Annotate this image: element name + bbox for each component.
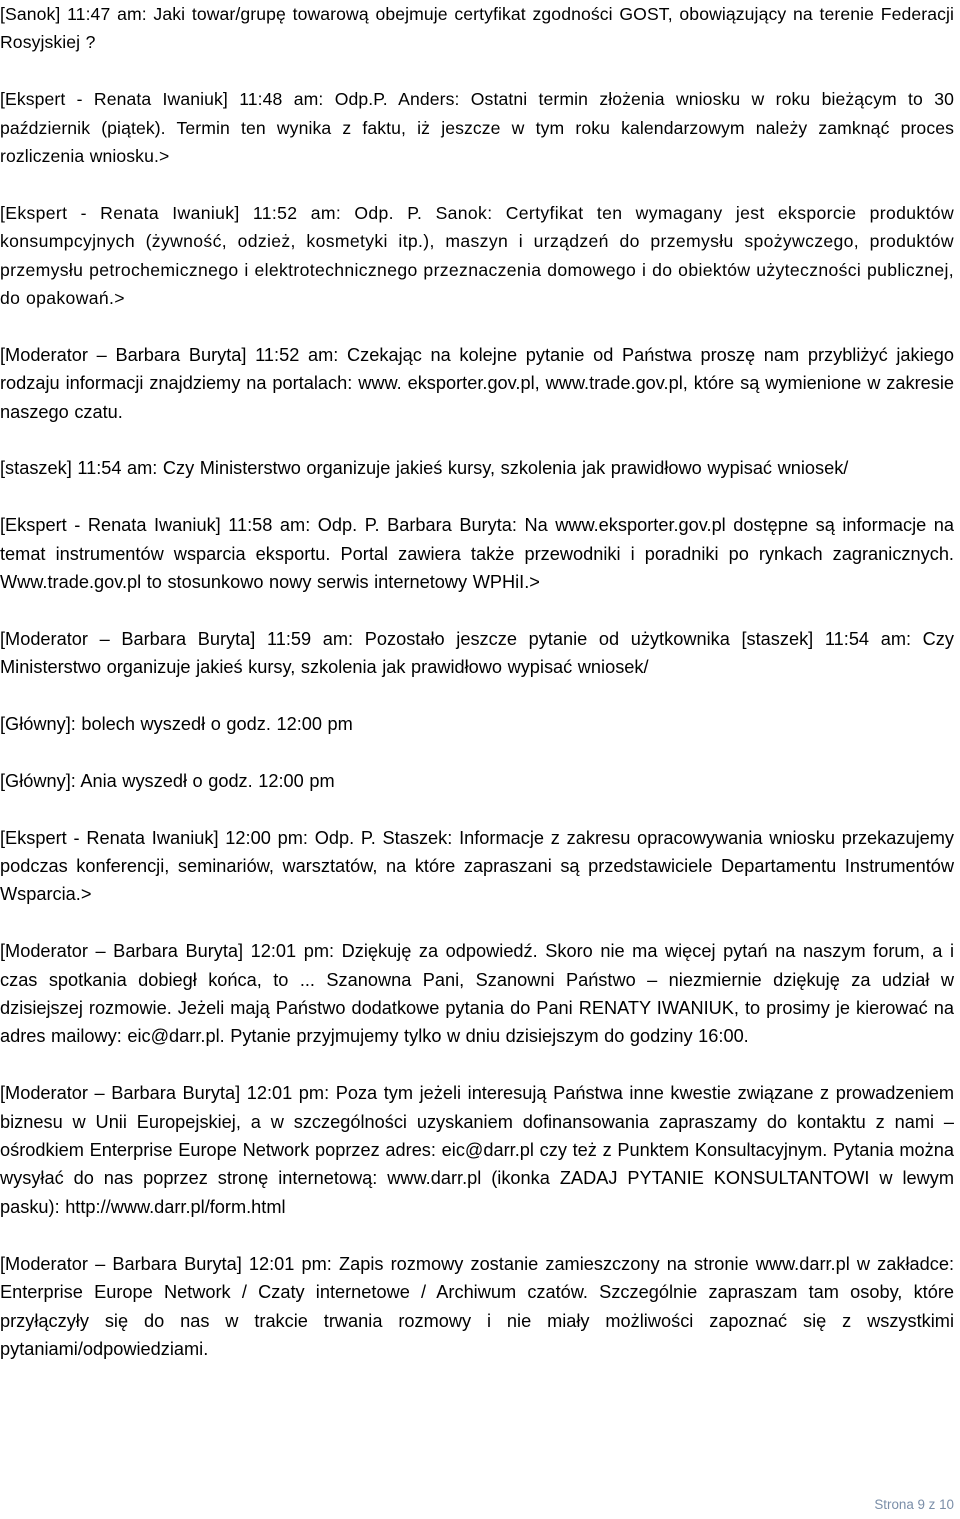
chat-message: [Moderator – Barbara Buryta] 11:52 am: Czekając na kolejne pytanie od Państwa proszę nam przybliżyć jakiego rodzaju informacji znajdziemy na portalach: www. eksporter.gov.pl, www.trade.gov.pl, które są wymienione w zakresie naszego czatu. bbox=[0, 344, 954, 422]
chat-message: [Ekspert - Renata Iwaniuk] 11:58 am: Odp. P. Barbara Buryta: Na www.eksporter.gov.pl dostępne są informacje na temat instrumentów wsparcia eksportu. Portal zawiera także przewodniki i poradniki po rynkach zagranicznych. Www.trade.gov.pl to stosunkowo nowy serwis internetowy WPHiI.> bbox=[0, 515, 954, 593]
chat-message: [Główny]: bolech wyszedł o godz. 12:00 pm bbox=[0, 714, 353, 735]
chat-message: [Ekspert - Renata Iwaniuk] 11:48 am: Odp.P. Anders: Ostatni termin złożenia wniosku w roku bieżącym to 30 październik (piątek). Termin ten wynika z faktu, iż jeszcze w tym roku kalendarzowym należy zamknąć proces rozliczenia wniosku.> bbox=[0, 89, 954, 167]
chat-message: [Moderator – Barbara Buryta] 12:01 pm: Zapis rozmowy zostanie zamieszczony na stronie www.darr.pl w zakładce: Enterprise Europe Network / Czaty internetowe / Archiwum czatów. Szczególnie zapraszam tam osoby, które przyłączyły się do nas w trakcie trwania rozmowy i nie miały możliwości zapoznać się z wszystkimi pytaniami/odpowiedziami. bbox=[0, 1253, 954, 1359]
chat-message: [Moderator – Barbara Buryta] 12:01 pm: Dziękuję za odpowiedź. Skoro nie ma więcej pytań na naszym forum, a i czas spotkania dobiegł końca, to ... Szanowna Pani, Szanowni Państwo – niezmiernie dziękuję za udział w dzisiejszej rozmowie. Jeżeli mają Państwo dodatkowe pytania do Pani RENATY IWANIUK, to prosimy je kierować na adres mailowy: eic@darr.pl. Pytanie przyjmujemy tylko w dniu dzisiejszym do godziny 16:00. bbox=[0, 941, 954, 1047]
chat-message: [Sanok] 11:47 am: Jaki towar/grupę towarową obejmuje certyfikat zgodności GOST, obowiązujący na terenie Federacji Rosyjskiej ? bbox=[0, 4, 954, 53]
chat-message: [Główny]: Ania wyszedł o godz. 12:00 pm bbox=[0, 770, 335, 791]
chat-message: [Moderator – Barbara Buryta] 11:59 am: Pozostało jeszcze pytanie od użytkownika [staszek] 11:54 am: Czy Ministerstwo organizuje jakieś kursy, szkolenia jak prawidłowo wypisać wniosek/ bbox=[0, 628, 954, 678]
chat-message: [Ekspert - Renata Iwaniuk] 12:00 pm: Odp. P. Staszek: Informacje z zakresu opracowywania wniosku przekazujemy podczas konferencji, seminariów, warsztatów, na które zapraszani są przedstawiciele Departamentu Instrumentów Wsparcia.> bbox=[0, 827, 954, 905]
page-number-footer: Strona 9 z 10 bbox=[874, 1497, 954, 1512]
chat-message: [Moderator – Barbara Buryta] 12:01 pm: Poza tym jeżeli interesują Państwa inne kwestie związane z prowadzeniem biznesu w Unii Europejskiej, a w szczególności uzyskaniem dofinansowania zapraszamy do kontaktu z nami – ośrodkiem Enterprise Europe Network poprzez adres: eic@darr.pl czy też z Punktem Konsultacyjnym. Pytania można wysyłać do nas poprzez stronę internetową: www.darr.pl (ikonka ZADAJ PYTANIE KONSULTANTOWI w lewym pasku): http://www.darr.pl/form.html bbox=[0, 1083, 954, 1217]
chat-message: [Ekspert - Renata Iwaniuk] 11:52 am: Odp. P. Sanok: Certyfikat ten wymagany jest eksporcie produktów konsumpcyjnych (żywność, odzież, kosmetyki itp.), maszyn i urządzeń do przemysłu spożywczego, produktów przemysłu petrochemicznego i elektrotechnicznego przeznaczenia domowego i do obiektów użyteczności publicznej, do opakowań.> bbox=[0, 202, 954, 309]
chat-message: [staszek] 11:54 am: Czy Ministerstwo organizuje jakieś kursy, szkolenia jak prawidłowo wypisać wniosek/ bbox=[0, 458, 849, 479]
